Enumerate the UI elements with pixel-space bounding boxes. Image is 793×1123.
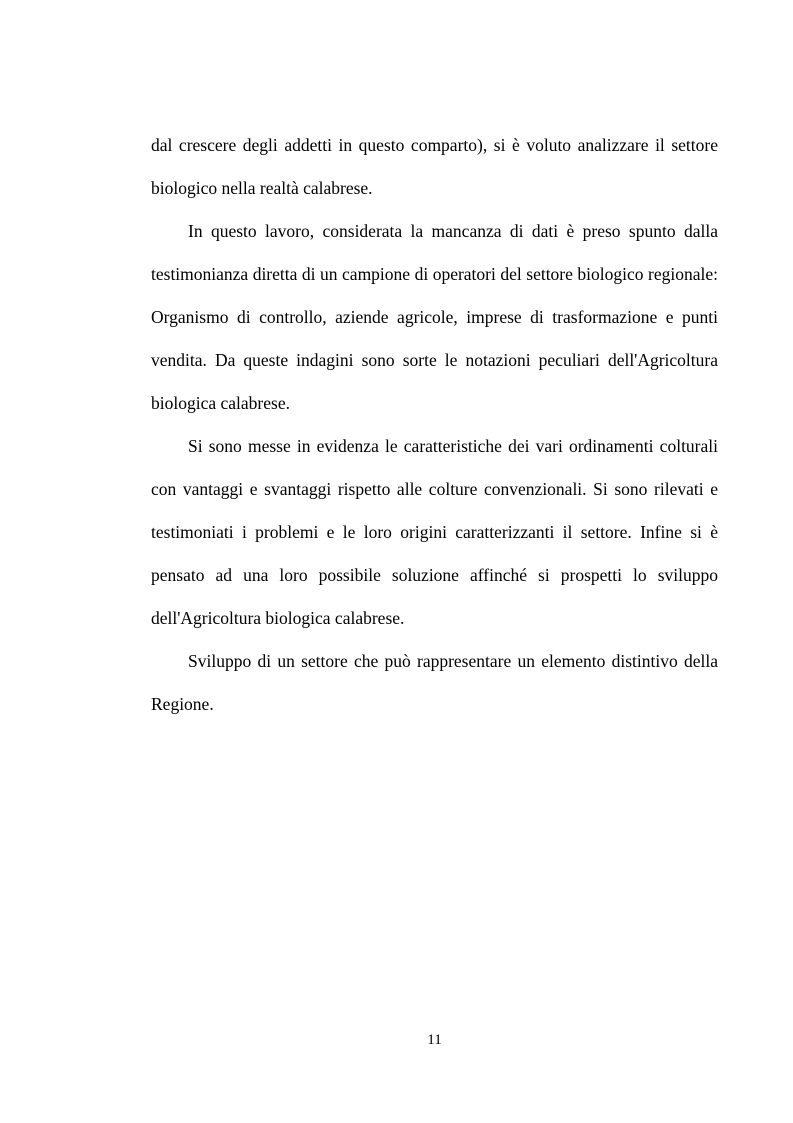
paragraph-3: Si sono messe in evidenza le caratteristiche dei vari ordinamenti colturali con vantaggi e svantaggi rispetto alle colture convenzionali. Si sono rilevati e testimoniati i problemi e le loro origini caratterizzanti il settore. Infine si è pensato ad una loro possibile soluzione affinché si prospetti lo sviluppo dell'Agricoltura biologica calabrese. [151,436,718,628]
paragraph-1: dal crescere degli addetti in questo comparto), si è voluto analizzare il settore biologico nella realtà calabrese. [151,135,718,198]
page-number: 11 [427,1032,442,1048]
paragraph-4: Sviluppo di un settore che può rappresentare un elemento distintivo della Regione. [151,651,718,714]
body-text [151,124,718,726]
paragraph-2: In questo lavoro, considerata la mancanza di dati è preso spunto dalla testimonianza diretta di un campione di operatori del settore biologico regionale: Organismo di controllo, aziende agricole, imprese di trasformazione e punti vendita. Da queste indagini sono sorte le notazioni peculiari dell'Agricoltura biologica calabrese. [151,221,718,413]
